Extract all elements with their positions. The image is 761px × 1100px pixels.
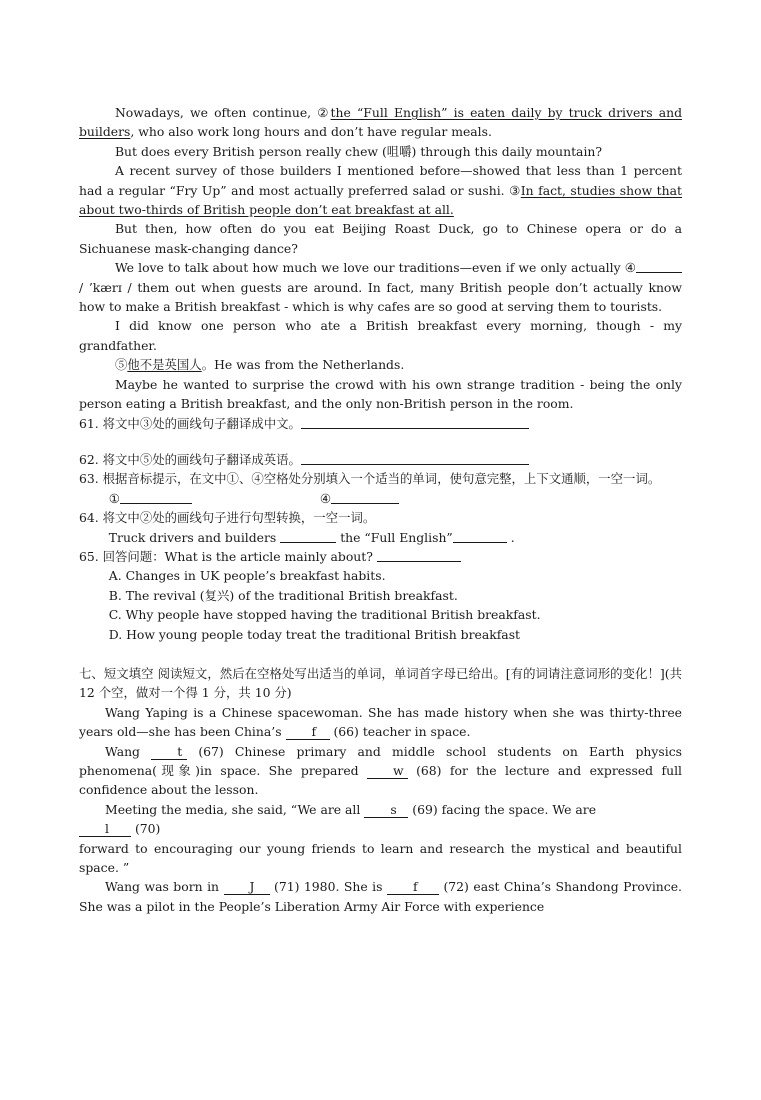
section-7-paragraph-3-cont: forward to encouraging our young friends to learn and research the mystical and beautiful space. ”: [79, 840, 682, 876]
blank-label-4: ④: [319, 490, 331, 506]
underlined-sentence-2: the “Full English” is eaten daily by truck drivers and builders: [79, 105, 682, 140]
passage-paragraph-6: I did know one person who ate a British breakfast every morning, though - my grandfather.: [79, 318, 682, 353]
blank-68[interactable]: w: [367, 763, 408, 779]
blank-72[interactable]: f: [387, 879, 439, 895]
sentence-part: Truck drivers and builders: [108, 529, 277, 545]
blank-70[interactable]: l: [79, 821, 131, 837]
text: (67) Chinese primary and middle school students on Earth physics phenomena(现象)in space. She prepared: [79, 743, 682, 778]
passage-paragraph-5: [79, 258, 682, 316]
answer-blank-64b[interactable]: [453, 529, 507, 543]
blank-67[interactable]: t: [151, 744, 187, 760]
question-65: [79, 547, 682, 644]
question-text: 65. 回答问题：What is the article mainly about?: [79, 548, 373, 564]
section-7-paragraph-3: [79, 800, 682, 839]
text: Wang Yaping is a Chinese spacewoman. She has made history when she was thirty-three years old—she has been China’s: [79, 704, 682, 740]
section-7-heading: 七、短文填空 阅读短文，然后在空格处写出适当的单词，单词首字母已给出。[有的词请注意词形的变化！](共 12 个空，做对一个得 1 分，共 10 分): [79, 665, 682, 701]
text: Meeting the media, she said, “We are all: [105, 801, 365, 817]
option-b[interactable]: B. The revival (复兴) of the traditional British breakfast.: [108, 587, 458, 603]
text: Wang: [105, 743, 152, 759]
passage-paragraph-2: But does every British person really chew (咀嚼) through this daily mountain?: [114, 143, 603, 159]
text: , who also work long hours and don’t have regular meals.: [130, 124, 492, 140]
question-text: 62. 将文中⑤处的画线句子翻译成英语。: [79, 451, 301, 467]
section-7-paragraph-1: [79, 703, 682, 742]
question-text: 61. 将文中③处的画线句子翻译成中文。: [79, 415, 301, 431]
marker-4: ④: [624, 260, 637, 276]
underlined-sentence-5: 他不是英国人: [127, 357, 202, 373]
text: (71) 1980. She is: [269, 879, 387, 895]
blank-71[interactable]: J: [224, 879, 270, 895]
option-a[interactable]: A. Changes in UK people’s breakfast habits.: [108, 568, 386, 584]
answer-line-61[interactable]: [301, 415, 529, 429]
passage-paragraph-3: [79, 161, 682, 219]
passage-paragraph-8: Maybe he wanted to surprise the crowd with his own strange tradition - being the only person eating a British breakfast, and the only non-British person in the room.: [79, 376, 682, 412]
blank-label-1: ①: [108, 490, 120, 506]
option-c[interactable]: C. Why people have stopped having the traditional British breakfast.: [108, 607, 541, 623]
sentence-part: .: [510, 529, 515, 545]
question-61: [79, 414, 682, 433]
answer-blank-1[interactable]: [120, 490, 192, 504]
text: (68) for the lecture and expressed full confidence about the lesson.: [79, 763, 682, 798]
text: Wang was born in: [105, 879, 224, 895]
question-64-blanks: [79, 528, 682, 547]
question-text: 63. 根据音标提示，在文中①、④空格处分别填入一个适当的单词，使句意完整，上下文通顺，一空一词。: [79, 471, 661, 487]
marker-5: ⑤: [114, 357, 128, 373]
text: We love to talk about how much we love our traditions—even if we only actually: [114, 260, 625, 276]
question-64: [79, 508, 682, 547]
passage-paragraph-1: [79, 103, 682, 142]
blank-66[interactable]: f: [286, 724, 330, 740]
answer-blank-64a[interactable]: [280, 529, 336, 543]
text: Nowadays, we often continue,: [114, 105, 318, 120]
text: A recent survey of those builders I mentioned before—showed that less than 1 percent had a regular “Fry Up” and most actually preferred salad or sushi.: [79, 163, 682, 198]
section-7-paragraph-4: [79, 877, 682, 916]
phonetic-hint: / ’kærɪ /: [79, 279, 138, 295]
text: (66) teacher in space.: [329, 724, 471, 740]
passage-paragraph-4: But then, how often do you eat Beijing Roast Duck, go to Chinese opera or do a Sichuanese mask-changing dance?: [79, 221, 682, 256]
answer-line-62[interactable]: [301, 451, 529, 465]
text: (70): [131, 821, 161, 837]
answer-line-65[interactable]: [377, 548, 461, 562]
text: them out when guests are around. In fact, many British people don’t actually know how to make a British breakfast - which is why cafes are so good at serving them to tourists.: [79, 279, 682, 315]
blank-69[interactable]: s: [364, 802, 408, 818]
blank-4[interactable]: [636, 259, 682, 273]
option-d[interactable]: D. How young people today treat the traditional British breakfast: [108, 626, 521, 642]
text: 。He was from the Netherlands.: [201, 357, 405, 373]
marker-2: ②: [317, 105, 331, 120]
text: (72) east China’s Shandong Province. She was a pilot in the People’s Liberation Army Air Force with experience: [79, 879, 682, 914]
sentence-part: the “Full English”: [340, 529, 453, 545]
question-63: [79, 469, 682, 508]
question-62: [79, 450, 682, 469]
marker-3: ③: [509, 182, 521, 198]
document-page: [79, 103, 682, 916]
underlined-sentence-3: In fact, studies show that about two-thirds of British people don’t eat breakfast at all.: [79, 182, 683, 218]
passage-paragraph-7: [79, 355, 682, 374]
text: (69) facing the space. We are: [408, 801, 597, 817]
question-63-blanks: [79, 489, 682, 508]
answer-blank-4[interactable]: [331, 490, 399, 504]
section-7-paragraph-2: [79, 742, 682, 800]
question-text: 64. 将文中②处的画线句子进行句型转换，一空一词。: [79, 510, 376, 526]
